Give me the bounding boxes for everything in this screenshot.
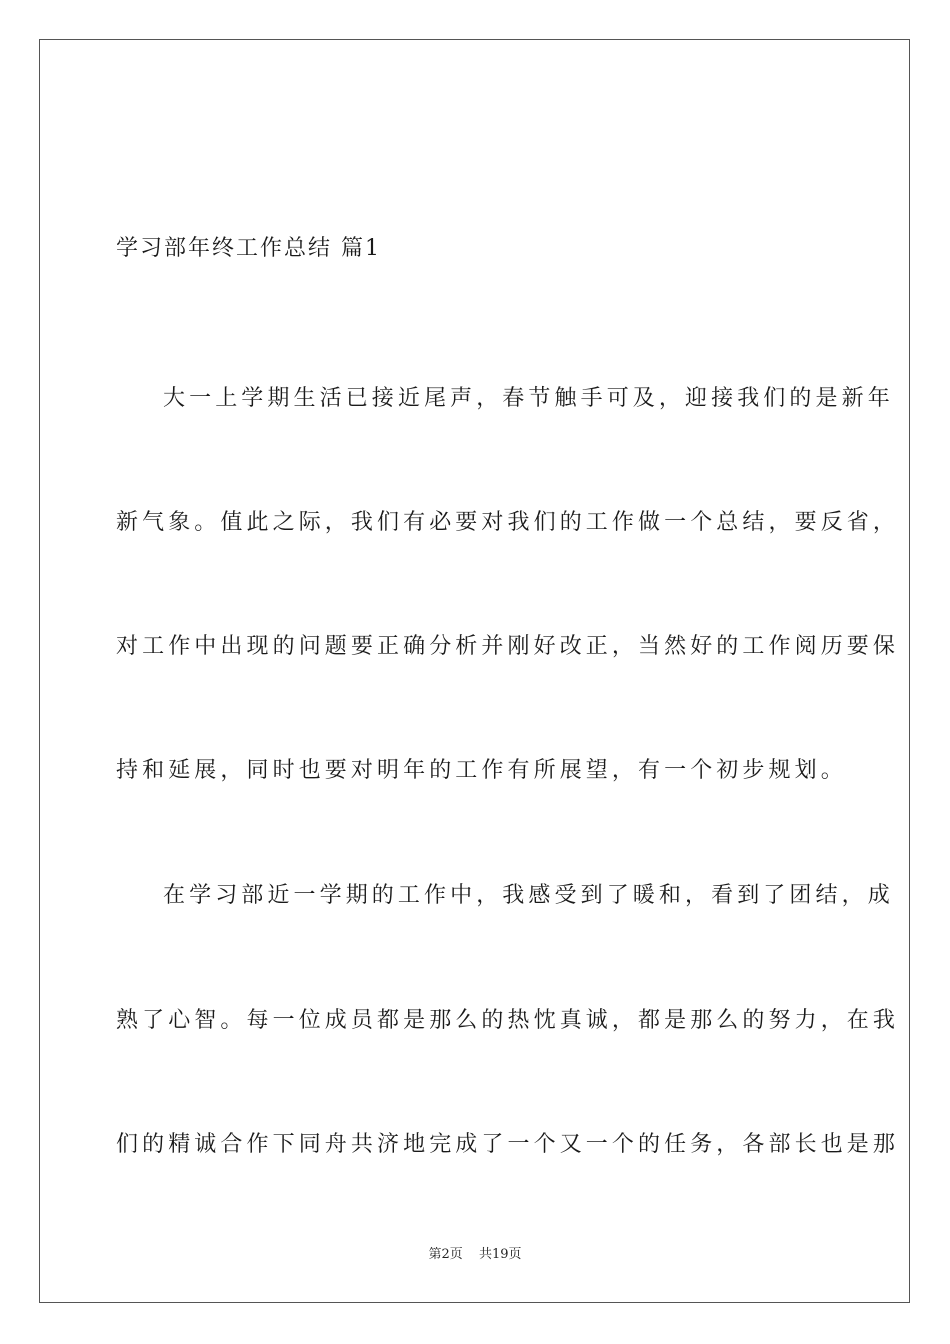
paragraph-2-line-2: 熟了心智。每一位成员都是那么的热忱真诚，都是那么的努力，在我 bbox=[116, 1008, 900, 1033]
page-footer bbox=[0, 1246, 950, 1264]
paragraph-1-line-2: 新气象。值此之际，我们有必要对我们的工作做一个总结，要反省， bbox=[116, 510, 900, 535]
page-number: 第2页 bbox=[428, 1247, 463, 1262]
page-total: 共19页 bbox=[478, 1247, 522, 1262]
paragraph-1-line-4: 持和延展，同时也要对明年的工作有所展望，有一个初步规划。 bbox=[116, 758, 847, 783]
paragraph-2-line-3: 们的精诚合作下同舟共济地完成了一个又一个的任务，各部长也是那 bbox=[116, 1132, 900, 1157]
paragraph-2-line-1: 在学习部近一学期的工作中，我感受到了暖和，看到了团结，成 bbox=[163, 883, 894, 908]
paragraph-1-line-1: 大一上学期生活已接近尾声，春节触手可及，迎接我们的是新年 bbox=[163, 386, 894, 411]
document-title: 学习部年终工作总结 篇1 bbox=[116, 236, 381, 261]
page-border bbox=[39, 39, 910, 1303]
paragraph-1-line-3: 对工作中出现的问题要正确分析并刚好改正，当然好的工作阅历要保 bbox=[116, 634, 900, 659]
